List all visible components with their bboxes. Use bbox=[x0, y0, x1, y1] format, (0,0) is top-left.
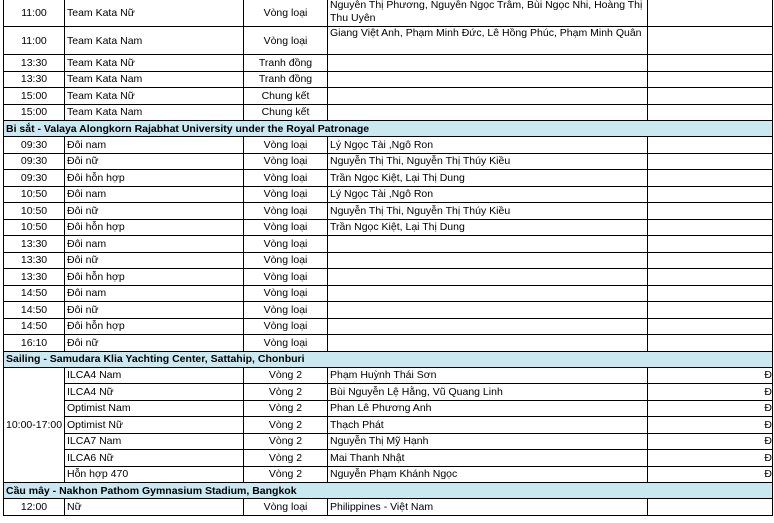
time-cell: 13:30 bbox=[4, 55, 65, 72]
event-cell: Đôi nữ bbox=[65, 203, 244, 220]
extra-cell bbox=[648, 0, 773, 27]
athletes-cell: Trần Ngọc Kiệt, Lại Thị Dung bbox=[328, 219, 648, 236]
stage-cell: Vòng loại bbox=[244, 137, 328, 154]
table-row bbox=[4, 252, 773, 269]
table-row bbox=[4, 203, 773, 220]
event-cell: ILCA7 Nam bbox=[65, 433, 244, 450]
event-cell: Đôi hỗn hợp bbox=[65, 269, 244, 286]
extra-cell bbox=[648, 236, 773, 253]
table-row bbox=[4, 318, 773, 335]
stage-cell: Vòng loại bbox=[244, 236, 328, 253]
extra-cell bbox=[648, 104, 773, 121]
event-cell: Team Kata Nữ bbox=[65, 55, 244, 72]
event-cell: Team Kata Nam bbox=[65, 71, 244, 88]
table-row bbox=[4, 417, 773, 434]
table-row bbox=[4, 302, 773, 319]
extra-cell: Đ bbox=[648, 384, 773, 401]
extra-cell bbox=[648, 170, 773, 187]
stage-cell: Vòng loại bbox=[244, 27, 328, 55]
athletes-cell: Nguyễn Thị Thi, Nguyễn Thị Thúy Kiều bbox=[328, 153, 648, 170]
stage-cell: Vòng loại bbox=[244, 153, 328, 170]
athletes-cell: Thạch Phát bbox=[328, 417, 648, 434]
athletes-cell bbox=[328, 285, 648, 302]
table-row bbox=[4, 466, 773, 483]
table-row bbox=[4, 384, 773, 401]
extra-cell bbox=[648, 186, 773, 203]
time-cell: 14:50 bbox=[4, 285, 65, 302]
time-cell: 14:50 bbox=[4, 318, 65, 335]
table-row bbox=[4, 186, 773, 203]
event-cell: ILCA6 Nữ bbox=[65, 450, 244, 467]
section-header-sepak bbox=[4, 483, 773, 499]
table-row bbox=[4, 433, 773, 450]
table-row bbox=[4, 367, 773, 384]
time-cell: 13:30 bbox=[4, 71, 65, 88]
stage-cell: Vòng 2 bbox=[244, 384, 328, 401]
event-cell: Đôi hỗn hợp bbox=[65, 170, 244, 187]
stage-cell: Vòng loại bbox=[244, 499, 328, 516]
time-cell: 09:30 bbox=[4, 170, 65, 187]
table-row bbox=[4, 153, 773, 170]
table-row bbox=[4, 400, 773, 417]
event-cell: Đôi nữ bbox=[65, 252, 244, 269]
event-cell: Đôi hỗn hợp bbox=[65, 219, 244, 236]
extra-cell bbox=[648, 203, 773, 220]
stage-cell: Vòng 2 bbox=[244, 466, 328, 483]
stage-cell: Vòng 2 bbox=[244, 367, 328, 384]
event-cell: Team Kata Nam bbox=[65, 104, 244, 121]
stage-cell: Vòng 2 bbox=[244, 433, 328, 450]
extra-cell: Đ bbox=[648, 400, 773, 417]
time-cell: 13:30 bbox=[4, 269, 65, 286]
athletes-cell: Lý Ngọc Tài ,Ngô Ron bbox=[328, 186, 648, 203]
extra-cell: Đ bbox=[648, 367, 773, 384]
athletes-cell: Philippines - Việt Nam bbox=[328, 499, 648, 516]
athletes-cell bbox=[328, 269, 648, 286]
stage-cell: Vòng loại bbox=[244, 252, 328, 269]
event-cell: Đôi nữ bbox=[65, 302, 244, 319]
athletes-cell bbox=[328, 318, 648, 335]
event-cell: Team Kata Nam bbox=[65, 27, 244, 55]
stage-cell: Vòng loại bbox=[244, 285, 328, 302]
stage-cell: Vòng loại bbox=[244, 203, 328, 220]
table-row bbox=[4, 170, 773, 187]
section-title: Bi sắt - Valaya Alongkorn Rajabhat University under the Royal Patronage bbox=[4, 121, 773, 137]
table-row bbox=[4, 219, 773, 236]
stage-cell: Chung kết bbox=[244, 88, 328, 105]
athletes-cell: Nguyễn Phạm Khánh Ngọc bbox=[328, 466, 648, 483]
time-cell: 11:00 bbox=[4, 27, 65, 55]
athletes-cell: Bùi Nguyễn Lệ Hằng, Vũ Quang Linh bbox=[328, 384, 648, 401]
athletes-cell: Giang Việt Anh, Phạm Minh Đức, Lê Hồng Phúc, Phạm Minh Quân bbox=[328, 27, 648, 55]
athletes-cell bbox=[328, 104, 648, 121]
event-cell: Optimist Nam bbox=[65, 400, 244, 417]
stage-cell: Vòng loại bbox=[244, 0, 328, 27]
section-header-sailing bbox=[4, 351, 773, 367]
time-cell: 14:50 bbox=[4, 302, 65, 319]
table-row bbox=[4, 27, 773, 55]
section-title: Cầu mây - Nakhon Pathom Gymnasium Stadium, Bangkok bbox=[4, 483, 773, 499]
extra-cell bbox=[648, 318, 773, 335]
stage-cell: Vòng loại bbox=[244, 302, 328, 319]
time-cell: 13:30 bbox=[4, 236, 65, 253]
event-cell: Optimist Nữ bbox=[65, 417, 244, 434]
athletes-cell: Nguyễn Thị Phương, Nguyễn Ngọc Trâm, Bùi Ngọc Nhi, Hoàng Thị Thu Uyên bbox=[328, 0, 648, 27]
extra-cell bbox=[648, 71, 773, 88]
athletes-cell bbox=[328, 252, 648, 269]
extra-cell bbox=[648, 219, 773, 236]
event-cell: Đôi nữ bbox=[65, 153, 244, 170]
athletes-cell: Trần Ngọc Kiệt, Lại Thị Dung bbox=[328, 170, 648, 187]
event-cell: Đôi hỗn hợp bbox=[65, 318, 244, 335]
stage-cell: Vòng 2 bbox=[244, 450, 328, 467]
stage-cell: Vòng loại bbox=[244, 318, 328, 335]
time-cell: 10:00-17:00 bbox=[4, 367, 65, 483]
athletes-cell bbox=[328, 55, 648, 72]
table-row bbox=[4, 499, 773, 516]
extra-cell bbox=[648, 137, 773, 154]
event-cell: Team Kata Nữ bbox=[65, 88, 244, 105]
time-cell: 15:00 bbox=[4, 88, 65, 105]
extra-cell: Đ bbox=[648, 433, 773, 450]
section-title: Sailing - Samudara Klia Yachting Center, Sattahip, Chonburi bbox=[4, 351, 773, 367]
stage-cell: Vòng loại bbox=[244, 186, 328, 203]
table-row bbox=[4, 0, 773, 27]
extra-cell bbox=[648, 88, 773, 105]
stage-cell: Tranh đồng bbox=[244, 71, 328, 88]
stage-cell: Chung kết bbox=[244, 104, 328, 121]
athletes-cell bbox=[328, 71, 648, 88]
time-cell: 10:50 bbox=[4, 186, 65, 203]
athletes-cell: Phạm Huỳnh Thái Sơn bbox=[328, 367, 648, 384]
event-cell: Đôi nam bbox=[65, 285, 244, 302]
time-cell: 15:00 bbox=[4, 104, 65, 121]
extra-cell: Đ bbox=[648, 417, 773, 434]
athletes-cell: Lý Ngọc Tài ,Ngô Ron bbox=[328, 137, 648, 154]
sailing-section bbox=[4, 351, 773, 367]
table-row bbox=[4, 88, 773, 105]
extra-cell bbox=[648, 499, 773, 516]
extra-cell bbox=[648, 269, 773, 286]
event-cell: ILCA4 Nam bbox=[65, 367, 244, 384]
table-row bbox=[4, 335, 773, 352]
time-cell: 11:00 bbox=[4, 0, 65, 27]
time-cell: 12:00 bbox=[4, 499, 65, 516]
extra-cell bbox=[648, 153, 773, 170]
athletes-cell bbox=[328, 236, 648, 253]
stage-cell: Vòng loại bbox=[244, 269, 328, 286]
event-cell: Team Kata Nữ bbox=[65, 0, 244, 27]
schedule-table bbox=[3, 0, 773, 516]
table-row bbox=[4, 104, 773, 121]
athletes-cell bbox=[328, 335, 648, 352]
time-cell: 09:30 bbox=[4, 153, 65, 170]
table-row bbox=[4, 71, 773, 88]
time-cell: 09:30 bbox=[4, 137, 65, 154]
time-cell: 13:30 bbox=[4, 252, 65, 269]
event-cell: ILCA4 Nữ bbox=[65, 384, 244, 401]
table-row bbox=[4, 55, 773, 72]
event-cell: Đôi nữ bbox=[65, 335, 244, 352]
sepak-rows bbox=[4, 499, 773, 516]
table-row bbox=[4, 236, 773, 253]
athletes-cell bbox=[328, 88, 648, 105]
table-row bbox=[4, 269, 773, 286]
sailing-rows bbox=[4, 367, 773, 483]
event-cell: Đôi nam bbox=[65, 137, 244, 154]
athletes-cell: Mai Thanh Nhật bbox=[328, 450, 648, 467]
bocce-rows bbox=[4, 137, 773, 352]
event-cell: Nữ bbox=[65, 499, 244, 516]
time-cell: 10:50 bbox=[4, 219, 65, 236]
extra-cell: Đ bbox=[648, 466, 773, 483]
schedule-body bbox=[4, 0, 773, 137]
extra-cell bbox=[648, 27, 773, 55]
extra-cell bbox=[648, 335, 773, 352]
stage-cell: Vòng 2 bbox=[244, 417, 328, 434]
table-row bbox=[4, 137, 773, 154]
event-cell: Đôi nam bbox=[65, 186, 244, 203]
stage-cell: Vòng loại bbox=[244, 219, 328, 236]
table-row bbox=[4, 450, 773, 467]
athletes-cell: Phan Lê Phương Anh bbox=[328, 400, 648, 417]
section-header-bocce bbox=[4, 121, 773, 137]
time-cell: 10:50 bbox=[4, 203, 65, 220]
extra-cell bbox=[648, 302, 773, 319]
stage-cell: Tranh đồng bbox=[244, 55, 328, 72]
time-cell: 16:10 bbox=[4, 335, 65, 352]
event-cell: Đôi nam bbox=[65, 236, 244, 253]
extra-cell bbox=[648, 252, 773, 269]
sepak-section bbox=[4, 483, 773, 499]
extra-cell bbox=[648, 285, 773, 302]
athletes-cell: Nguyễn Thị Mỹ Hạnh bbox=[328, 433, 648, 450]
extra-cell: Đ bbox=[648, 450, 773, 467]
athletes-cell bbox=[328, 302, 648, 319]
athletes-cell: Nguyễn Thị Thi, Nguyễn Thị Thúy Kiều bbox=[328, 203, 648, 220]
stage-cell: Vòng 2 bbox=[244, 400, 328, 417]
stage-cell: Vòng loại bbox=[244, 335, 328, 352]
table-row bbox=[4, 285, 773, 302]
event-cell: Hỗn hợp 470 bbox=[65, 466, 244, 483]
stage-cell: Vòng loại bbox=[244, 170, 328, 187]
extra-cell bbox=[648, 55, 773, 72]
